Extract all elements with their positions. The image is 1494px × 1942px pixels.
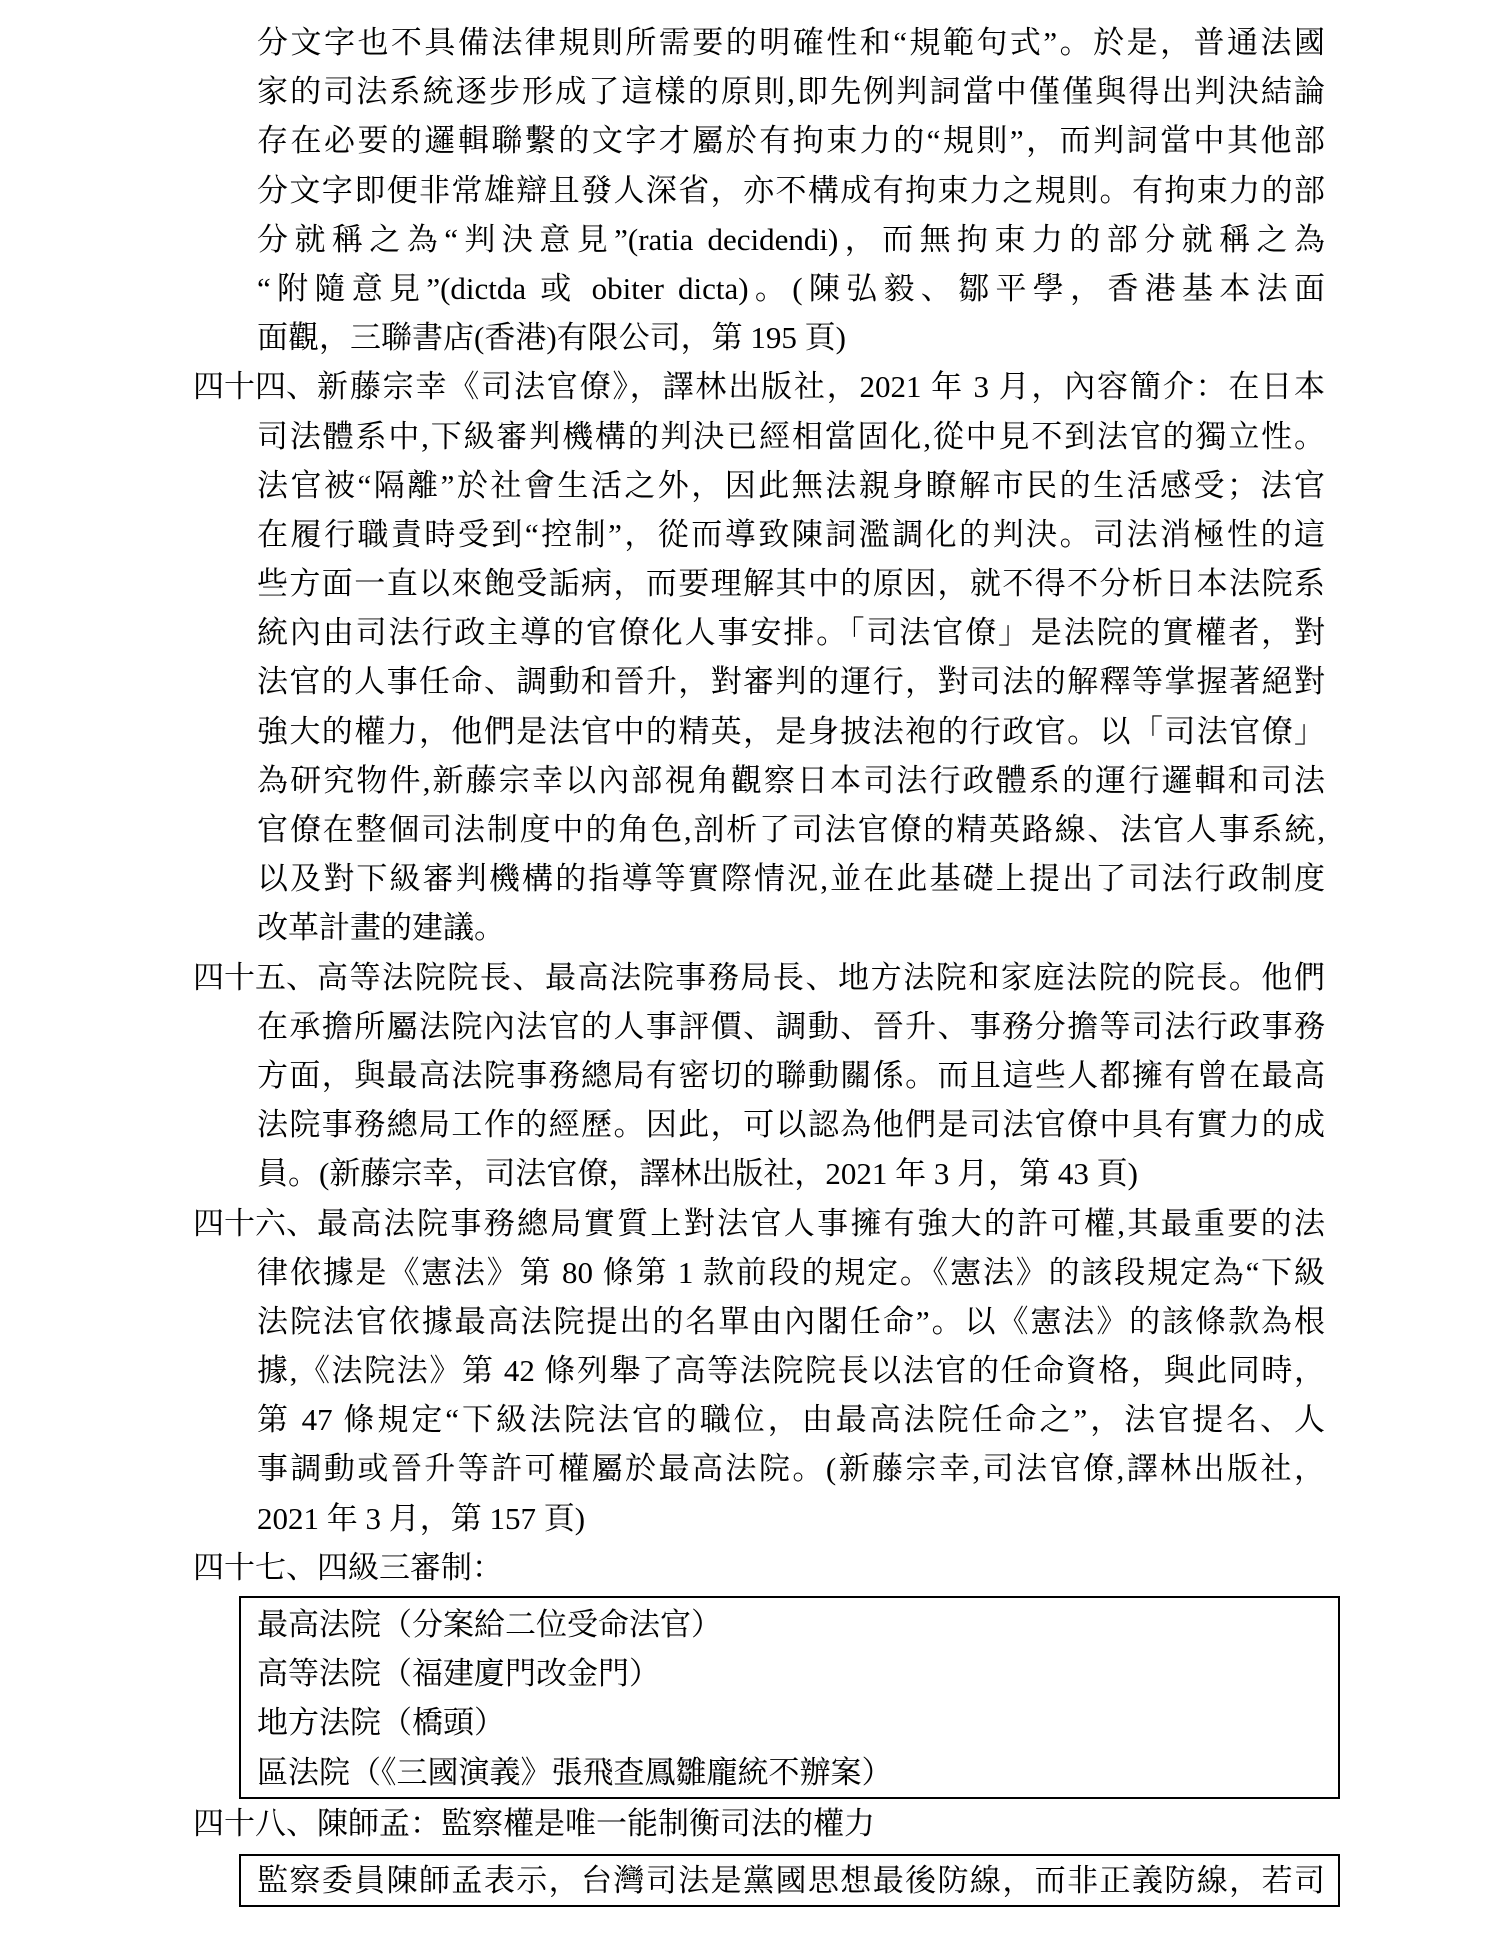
text-line: 法院事務總局工作的經歷。因此，可以認為他們是司法官僚中具有實力的成 <box>257 1107 1325 1143</box>
footnote-heading: 四十七、四級三審制： <box>193 1549 503 1585</box>
footnote-47 <box>0 1543 1494 1799</box>
text-line: 為研究物件,新藤宗幸以內部視角觀察日本司法行政體系的運行邏輯和司法 <box>257 762 1325 798</box>
court-levels-box <box>239 1596 1340 1799</box>
text-line: 法官的人事任命、調動和晉升，對審判的運行，對司法的解釋等掌握著絕對 <box>257 664 1325 700</box>
intro-paragraph <box>0 18 1494 362</box>
text-line: 統內由司法行政主導的官僚化人事安排。「司法官僚」是法院的實權者，對 <box>257 615 1325 651</box>
footnote-item <box>0 1199 1494 1543</box>
footnote-items <box>0 362 1494 1543</box>
text-line: 改革計畫的建議。 <box>257 910 505 946</box>
text-line: “附隨意見”(dictda 或 obiter dicta)。(陳弘毅、鄒平學，香港基本法面 <box>257 270 1325 306</box>
footnote-text: 高等法院院長、最高法院事務局長、地方法院和家庭法院的院長。他們 <box>317 959 1325 995</box>
text-line: 強大的權力，他們是法官中的精英，是身披法袍的行政官。以「司法官僚」 <box>257 713 1325 749</box>
footnote-heading: 四十八、陳師孟：監察權是唯一能制衡司法的權力 <box>193 1805 875 1841</box>
text-line: 些方面一直以來飽受詬病，而要理解其中的原因，就不得不分析日本法院系 <box>257 566 1325 602</box>
quote-box <box>239 1854 1340 1907</box>
footnote-first-line <box>193 362 1325 411</box>
document-page <box>0 18 1494 1907</box>
footnote-48 <box>0 1799 1494 1907</box>
text-line: 司法體系中,下級審判機構的判決已經相當固化,從中見不到法官的獨立性。 <box>257 418 1325 454</box>
court-level: 最高法院（分案給二位受命法官） <box>257 1607 722 1642</box>
text-line: 在承擔所屬法院內法官的人事評價、調動、晉升、事務分擔等司法行政事務 <box>257 1008 1325 1044</box>
text-line: 分就稱之為“判決意見”(ratia decidendi)，而無拘束力的部分就稱之為 <box>257 221 1325 257</box>
text-line: 據,《法院法》第 42 條列舉了高等法院院長以法官的任命資格，與此同時， <box>257 1353 1325 1389</box>
text-line: 方面，與最高法院事務總局有密切的聯動關係。而且這些人都擁有曾在最高 <box>257 1057 1325 1093</box>
text-line: 法院法官依據最高法院提出的名單由內閣任命”。以《憲法》的該條款為根 <box>257 1303 1325 1339</box>
text-line: 以及對下級審判機構的指導等實際情況,並在此基礎上提出了司法行政制度 <box>257 861 1325 897</box>
text-line: 律依據是《憲法》第 80 條第 1 款前段的規定。《憲法》的該段規定為“下級 <box>257 1254 1325 1290</box>
court-level: 高等法院（福建廈門改金門） <box>257 1656 660 1692</box>
footnote-number: 四十四、 <box>193 369 317 405</box>
text-line: 員。(新藤宗幸，司法官僚，譯林出版社，2021 年 3 月，第 43 頁) <box>257 1156 1138 1192</box>
text-line: 監察委員陳師孟表示，台灣司法是黨國思想最後防線，而非正義防線，若司 <box>257 1862 1325 1898</box>
footnote-first-line <box>193 1199 1325 1248</box>
text-line: 存在必要的邏輯聯繫的文字才屬於有拘束力的“規則”，而判詞當中其他部 <box>257 123 1325 159</box>
text-line: 家的司法系統逐步形成了這樣的原則,即先例判詞當中僅僅與得出判決結論 <box>257 74 1325 110</box>
court-level: 地方法院（橋頭） <box>257 1705 505 1741</box>
footnote-text: 最高法院事務總局實質上對法官人事擁有強大的許可權,其最重要的法 <box>317 1205 1325 1241</box>
footnote-item <box>0 953 1494 1199</box>
footnote-number: 四十五、 <box>193 959 317 995</box>
footnote-item <box>0 362 1494 952</box>
footnote-number: 四十六、 <box>193 1205 317 1241</box>
text-line: 分文字也不具備法律規則所需要的明確性和“規範句式”。於是，普通法國 <box>257 25 1325 60</box>
text-line: 官僚在整個司法制度中的角色,剖析了司法官僚的精英路線、法官人事系統, <box>257 812 1325 847</box>
text-line: 法官被“隔離”於社會生活之外，因此無法親身瞭解市民的生活感受；法官 <box>257 467 1325 503</box>
text-line: 第 47 條規定“下級法院法官的職位，由最高法院任命之”，法官提名、人 <box>257 1402 1325 1438</box>
text-line: 2021 年 3 月，第 157 頁) <box>257 1500 586 1536</box>
footnote-text: 新藤宗幸《司法官僚》，譯林出版社，2021 年 3 月，內容簡介：在日本 <box>317 369 1325 405</box>
text-line: 分文字即便非常雄辯且發人深省，亦不構成有拘束力之規則。有拘束力的部 <box>257 172 1325 208</box>
text-line: 面觀，三聯書店(香港)有限公司，第 195 頁) <box>257 320 846 356</box>
court-level: 區法院（《三國演義》張飛查鳳雛龐統不辦案） <box>257 1754 893 1790</box>
text-line: 事調動或晉升等許可權屬於最高法院。(新藤宗幸,司法官僚,譯林出版社， <box>257 1451 1325 1487</box>
text-line: 在履行職責時受到“控制”，從而導致陳詞濫調化的判決。司法消極性的這 <box>257 516 1325 552</box>
footnote-first-line <box>193 953 1325 1002</box>
